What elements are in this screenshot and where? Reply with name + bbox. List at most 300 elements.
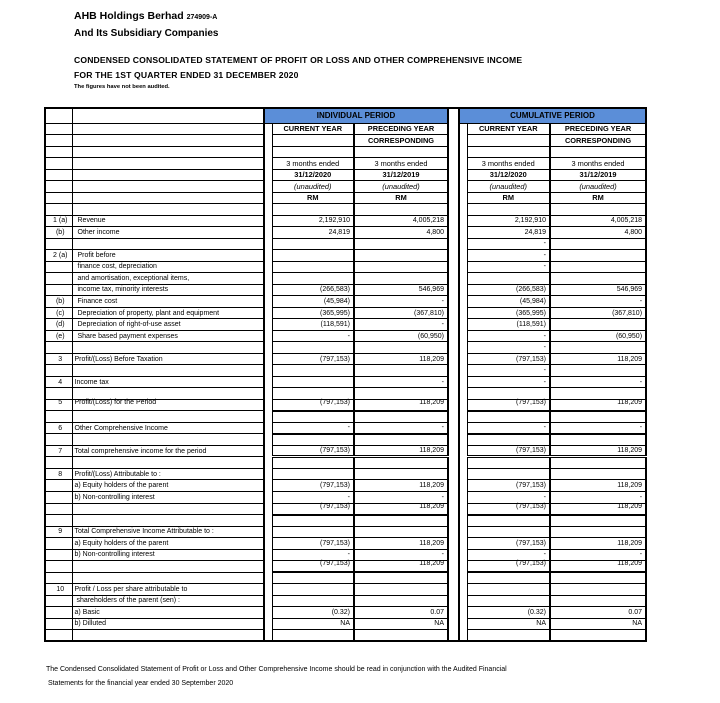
table-row (45, 538, 646, 550)
cumulative-preceding-value (550, 515, 646, 527)
table-row (45, 365, 646, 377)
individual-preceding-value (354, 526, 448, 538)
cumulative-current-value (467, 388, 550, 400)
spacer-cell (459, 215, 467, 227)
spacer-cell (448, 618, 459, 630)
spacer-cell (448, 376, 459, 388)
individual-preceding-value (354, 238, 448, 250)
row-number: (b) (45, 227, 72, 239)
audit-status: (unaudited) (550, 181, 646, 193)
spacer-cell (459, 434, 467, 446)
individual-current-value: - (272, 549, 354, 561)
spacer-cell (264, 204, 272, 216)
column-header-individual-current: CURRENT YEAR (272, 123, 354, 135)
row-number: 6 (45, 422, 72, 434)
individual-preceding-value (354, 595, 448, 607)
row-description: a) Basic (72, 607, 264, 619)
empty-cell (45, 192, 72, 204)
footer-note-line2: Statements for the financial year ended 30 September 2020 (46, 680, 234, 687)
spacer-cell (459, 376, 467, 388)
spacer-cell (264, 319, 272, 331)
row-number: 7 (45, 445, 72, 457)
individual-preceding-value: - (354, 319, 448, 331)
empty-cell (45, 181, 72, 193)
row-description (72, 515, 264, 527)
company-registration-number: 274909-A (186, 14, 218, 21)
individual-preceding-total: 118,209 (354, 561, 448, 573)
spacer-cell (448, 250, 459, 262)
individual-current-value (272, 411, 354, 423)
individual-current-value (272, 388, 354, 400)
table-row (45, 284, 646, 296)
cumulative-current-value: (45,984) (467, 296, 550, 308)
individual-current-value: (797,153) (272, 353, 354, 365)
individual-preceding-value: 0.07 (354, 607, 448, 619)
table-row (45, 607, 646, 619)
row-number (45, 284, 72, 296)
audit-note: The figures have not been audited. (74, 84, 170, 90)
row-description: Depreciation of property, plant and equipment (72, 307, 264, 319)
header-row-blank (45, 204, 646, 216)
row-number (45, 607, 72, 619)
spacer-cell (264, 123, 272, 135)
cumulative-current-value: - (467, 261, 550, 273)
empty-cell (45, 123, 72, 135)
row-number (45, 342, 72, 354)
cumulative-current-value (467, 630, 550, 642)
row-number: (d) (45, 319, 72, 331)
cumulative-current-value: (266,583) (467, 284, 550, 296)
spacer-cell (264, 434, 272, 446)
spacer-cell (448, 468, 459, 480)
row-description: Total comprehensive income for the period (72, 445, 264, 457)
spacer-cell (264, 181, 272, 193)
spacer-cell (459, 227, 467, 239)
table-row (45, 215, 646, 227)
individual-preceding-value: 118,209 (354, 538, 448, 550)
individual-current-value: - (272, 330, 354, 342)
individual-preceding-value (354, 468, 448, 480)
header-row-status (45, 181, 646, 193)
spacer-cell (459, 411, 467, 423)
cumulative-preceding-value: - (550, 296, 646, 308)
column-subheader (467, 135, 550, 147)
cumulative-preceding-value (550, 342, 646, 354)
cumulative-preceding-value (550, 457, 646, 469)
cumulative-preceding-value (550, 526, 646, 538)
individual-current-value (272, 572, 354, 584)
individual-current-value: (365,995) (272, 307, 354, 319)
row-number (45, 538, 72, 550)
spacer-cell (459, 365, 467, 377)
individual-preceding-value (354, 250, 448, 262)
table-row (45, 549, 646, 561)
spacer-cell (264, 526, 272, 538)
spacer-cell (459, 296, 467, 308)
spacer-cell (448, 135, 459, 147)
individual-current-value (272, 468, 354, 480)
individual-current-value: NA (272, 618, 354, 630)
row-description: a) Equity holders of the parent (72, 480, 264, 492)
column-subheader (272, 135, 354, 147)
spacer-cell (448, 549, 459, 561)
cumulative-preceding-value: 118,209 (550, 353, 646, 365)
cumulative-current-value: - (467, 330, 550, 342)
cumulative-preceding-value: (367,810) (550, 307, 646, 319)
statement-period: FOR THE 1ST QUARTER ENDED 31 DECEMBER 2020 (74, 70, 299, 80)
cumulative-current-value: (797,153) (467, 399, 550, 411)
empty-cell (550, 146, 646, 158)
table-row (45, 411, 646, 423)
empty-cell (72, 192, 264, 204)
spacer-cell (264, 492, 272, 504)
row-number (45, 273, 72, 285)
individual-current-value (272, 526, 354, 538)
row-description: shareholders of the parent (sen) : (72, 595, 264, 607)
table-row (45, 515, 646, 527)
individual-preceding-value (354, 388, 448, 400)
header-row-period (45, 158, 646, 170)
spacer-cell (448, 492, 459, 504)
cumulative-preceding-value (550, 250, 646, 262)
income-statement-table (44, 107, 647, 642)
spacer-cell (264, 422, 272, 434)
period-label: 3 months ended (550, 158, 646, 170)
row-number (45, 457, 72, 469)
individual-preceding-value (354, 572, 448, 584)
spacer-cell (459, 169, 467, 181)
table-row (45, 388, 646, 400)
cumulative-preceding-value (550, 595, 646, 607)
cumulative-current-value: - (467, 238, 550, 250)
cumulative-current-value: (797,153) (467, 538, 550, 550)
row-description (72, 342, 264, 354)
row-description (72, 561, 264, 573)
audit-status: (unaudited) (467, 181, 550, 193)
spacer-cell (459, 261, 467, 273)
spacer-cell (264, 376, 272, 388)
spacer-cell (459, 503, 467, 515)
spacer-cell (264, 342, 272, 354)
table-row (45, 342, 646, 354)
spacer-cell (264, 618, 272, 630)
cumulative-preceding-value (550, 630, 646, 642)
spacer-cell (448, 123, 459, 135)
spacer-cell (264, 607, 272, 619)
spacer-cell (264, 307, 272, 319)
row-number (45, 595, 72, 607)
cumulative-current-value (467, 468, 550, 480)
individual-current-value (272, 515, 354, 527)
spacer-cell (459, 399, 467, 411)
cumulative-preceding-value (550, 572, 646, 584)
cumulative-preceding-value: 546,969 (550, 284, 646, 296)
currency-unit: RM (467, 192, 550, 204)
spacer-cell (459, 492, 467, 504)
individual-preceding-value: 118,209 (354, 445, 448, 457)
empty-cell (72, 135, 264, 147)
spacer-cell (448, 284, 459, 296)
individual-preceding-value: 546,969 (354, 284, 448, 296)
spacer-cell (459, 319, 467, 331)
spacer-cell (448, 192, 459, 204)
cumulative-preceding-value (550, 365, 646, 377)
audit-status: (unaudited) (354, 181, 448, 193)
individual-current-total: (797,153) (272, 503, 354, 515)
spacer-cell (264, 468, 272, 480)
table-row (45, 296, 646, 308)
spacer-cell (459, 158, 467, 170)
spacer-cell (459, 284, 467, 296)
individual-preceding-value: - (354, 296, 448, 308)
table-row (45, 376, 646, 388)
spacer-cell (459, 307, 467, 319)
individual-current-value: (797,153) (272, 445, 354, 457)
individual-current-value: (797,153) (272, 538, 354, 550)
spacer-cell (448, 607, 459, 619)
individual-current-value: (0.32) (272, 607, 354, 619)
table-row (45, 238, 646, 250)
empty-cell (45, 158, 72, 170)
spacer-cell (264, 250, 272, 262)
cumulative-preceding-value: (60,950) (550, 330, 646, 342)
row-description: Profit/(Loss) Attributable to : (72, 468, 264, 480)
row-number (45, 388, 72, 400)
spacer-cell (459, 238, 467, 250)
table-row (45, 434, 646, 446)
individual-preceding-total: 118,209 (354, 503, 448, 515)
cumulative-preceding-value (550, 319, 646, 331)
row-description: Total Comprehensive Income Attributable to : (72, 526, 264, 538)
individual-current-value: (118,591) (272, 319, 354, 331)
spacer-cell (448, 227, 459, 239)
cumulative-preceding-value: - (550, 549, 646, 561)
cumulative-preceding-value (550, 584, 646, 596)
cumulative-current-value (467, 457, 550, 469)
row-number: 10 (45, 584, 72, 596)
spacer-cell (264, 445, 272, 457)
period-end-date: 31/12/2019 (354, 169, 448, 181)
empty-cell (72, 204, 264, 216)
row-number: 3 (45, 353, 72, 365)
empty-cell (354, 146, 448, 158)
row-number (45, 503, 72, 515)
spacer-cell (448, 572, 459, 584)
individual-preceding-value: 118,209 (354, 399, 448, 411)
period-end-date: 31/12/2020 (272, 169, 354, 181)
spacer-cell (264, 411, 272, 423)
row-number (45, 630, 72, 642)
period-end-date: 31/12/2020 (467, 169, 550, 181)
empty-cell (467, 146, 550, 158)
empty-cell (72, 181, 264, 193)
row-number: 4 (45, 376, 72, 388)
row-description: Depreciation of right-of-use asset (72, 319, 264, 331)
spacer-cell (264, 457, 272, 469)
row-number (45, 549, 72, 561)
individual-current-value (272, 273, 354, 285)
cumulative-current-value: (797,153) (467, 445, 550, 457)
spacer-cell (448, 215, 459, 227)
spacer-cell (448, 330, 459, 342)
spacer-cell (264, 273, 272, 285)
spacer-cell (264, 353, 272, 365)
spacer-cell (264, 538, 272, 550)
empty-cell (45, 146, 72, 158)
empty-cell (45, 169, 72, 181)
header-row-groups (45, 108, 646, 123)
spacer-cell (459, 561, 467, 573)
table-row (45, 468, 646, 480)
table-row (45, 526, 646, 538)
table-row (45, 422, 646, 434)
spacer-cell (459, 330, 467, 342)
individual-period-header: INDIVIDUAL PERIOD (264, 108, 448, 123)
header-row-unit (45, 192, 646, 204)
spacer-cell (448, 108, 459, 123)
spacer-cell (459, 618, 467, 630)
row-description (72, 411, 264, 423)
empty-cell (72, 108, 264, 123)
individual-preceding-value (354, 457, 448, 469)
spacer-cell (459, 273, 467, 285)
table-row (45, 503, 646, 515)
spacer-cell (448, 480, 459, 492)
empty-cell (550, 204, 646, 216)
spacer-cell (459, 630, 467, 642)
row-description: Profit/(Loss) for the Period (72, 399, 264, 411)
spacer-cell (448, 457, 459, 469)
cumulative-preceding-value (550, 238, 646, 250)
cumulative-preceding-value: 118,209 (550, 538, 646, 550)
row-number (45, 515, 72, 527)
currency-unit: RM (354, 192, 448, 204)
cumulative-current-value: NA (467, 618, 550, 630)
cumulative-preceding-value (550, 468, 646, 480)
table-row (45, 630, 646, 642)
spacer-cell (459, 595, 467, 607)
empty-cell (272, 204, 354, 216)
individual-preceding-value (354, 365, 448, 377)
individual-preceding-value: 4,800 (354, 227, 448, 239)
row-description: Other Comprehensive Income (72, 422, 264, 434)
cumulative-preceding-total: 118,209 (550, 503, 646, 515)
spacer-cell (459, 181, 467, 193)
cumulative-current-value (467, 572, 550, 584)
cumulative-current-value: - (467, 422, 550, 434)
table-row (45, 457, 646, 469)
footer-note-line1: The Condensed Consolidated Statement of Profit or Loss and Other Comprehensive Income should be read in conjunction with the Audited Financial (46, 666, 507, 673)
cumulative-preceding-value (550, 411, 646, 423)
row-description: finance cost, depreciation (72, 261, 264, 273)
individual-current-value (272, 434, 354, 446)
row-description: Share based payment expenses (72, 330, 264, 342)
empty-cell (467, 204, 550, 216)
spacer-cell (459, 457, 467, 469)
row-number: (b) (45, 296, 72, 308)
table-row (45, 319, 646, 331)
spacer-cell (264, 135, 272, 147)
cumulative-preceding-value: 118,209 (550, 445, 646, 457)
cumulative-current-value: - (467, 365, 550, 377)
spacer-cell (448, 307, 459, 319)
table-row (45, 572, 646, 584)
cumulative-current-value: (797,153) (467, 480, 550, 492)
period-label: 3 months ended (354, 158, 448, 170)
individual-current-value: (797,153) (272, 480, 354, 492)
row-description (72, 365, 264, 377)
row-number (45, 365, 72, 377)
cumulative-current-value (467, 526, 550, 538)
spacer-cell (264, 584, 272, 596)
spacer-cell (264, 595, 272, 607)
individual-current-value (272, 342, 354, 354)
cumulative-preceding-value: 4,800 (550, 227, 646, 239)
spacer-cell (264, 192, 272, 204)
spacer-cell (459, 135, 467, 147)
cumulative-current-value: - (467, 549, 550, 561)
spacer-cell (459, 146, 467, 158)
spacer-cell (459, 468, 467, 480)
individual-current-value: (797,153) (272, 399, 354, 411)
empty-cell (72, 123, 264, 135)
individual-current-value: 2,192,910 (272, 215, 354, 227)
header-row-line1 (45, 123, 646, 135)
column-subheader: CORRESPONDING (550, 135, 646, 147)
spacer-cell (448, 388, 459, 400)
row-description (72, 572, 264, 584)
spacer-cell (264, 169, 272, 181)
row-number: 5 (45, 399, 72, 411)
individual-preceding-value: NA (354, 618, 448, 630)
row-description: Profit / Loss per share attributable to (72, 584, 264, 596)
spacer-cell (448, 319, 459, 331)
individual-preceding-value: 4,005,218 (354, 215, 448, 227)
row-description: Other income (72, 227, 264, 239)
spacer-cell (264, 365, 272, 377)
row-number (45, 261, 72, 273)
individual-preceding-value (354, 273, 448, 285)
row-description: a) Equity holders of the parent (72, 538, 264, 550)
spacer-cell (448, 296, 459, 308)
cumulative-current-total: (797,153) (467, 503, 550, 515)
spacer-cell (264, 146, 272, 158)
spacer-cell (448, 630, 459, 642)
individual-preceding-value: - (354, 422, 448, 434)
cumulative-preceding-value: - (550, 376, 646, 388)
individual-current-value (272, 376, 354, 388)
spacer-cell (448, 238, 459, 250)
cumulative-preceding-value (550, 388, 646, 400)
spacer-cell (264, 480, 272, 492)
empty-cell (272, 146, 354, 158)
empty-cell (45, 135, 72, 147)
individual-current-value (272, 457, 354, 469)
row-description (72, 630, 264, 642)
spacer-cell (459, 607, 467, 619)
row-description: Profit before (72, 250, 264, 262)
period-end-date: 31/12/2019 (550, 169, 646, 181)
spacer-cell (264, 399, 272, 411)
cumulative-period-header: CUMULATIVE PERIOD (459, 108, 646, 123)
statement-title: CONDENSED CONSOLIDATED STATEMENT OF PROFIT OR LOSS AND OTHER COMPREHENSIVE INCOME (74, 55, 523, 65)
currency-unit: RM (550, 192, 646, 204)
row-description: Income tax (72, 376, 264, 388)
audit-status: (unaudited) (272, 181, 354, 193)
spacer-cell (459, 445, 467, 457)
spacer-cell (448, 204, 459, 216)
spacer-cell (448, 365, 459, 377)
